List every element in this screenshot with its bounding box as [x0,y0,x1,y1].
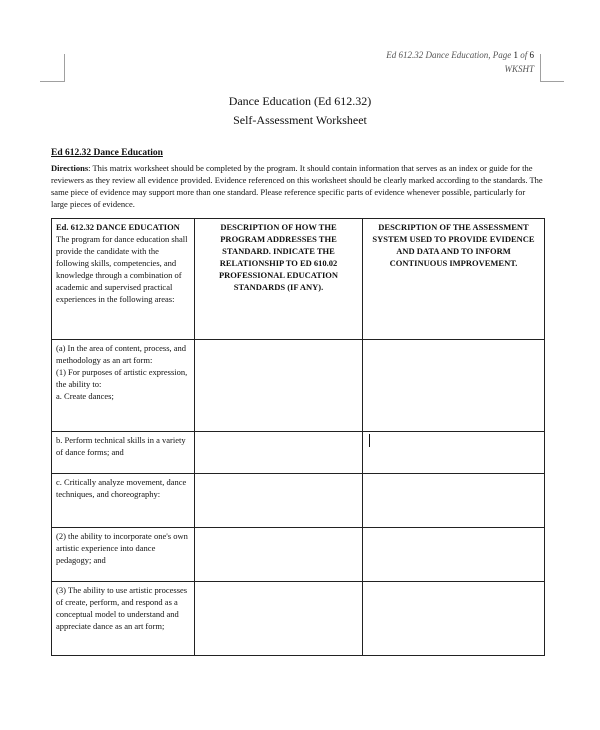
program-response-cell[interactable] [195,474,363,528]
assessment-response-cell[interactable] [363,432,545,474]
standard-cell: b. Perform technical skills in a variety of dance forms; and [52,432,195,474]
directions-paragraph [51,162,543,210]
section-heading: Ed 612.32 Dance Education [51,148,163,158]
column-header-title: Ed. 612.32 DANCE EDUCATION [56,222,180,232]
program-response-cell[interactable] [195,432,363,474]
column-header-body: The program for dance education shall provide the candidate with the following skills, competencies, and knowledge through a combination of academic and supervised practical experiences in the following areas: [56,234,188,304]
standard-cell: (2) the ability to incorporate one's own artistic experience into dance pedagogy; and [52,528,195,582]
page-total: 6 [529,50,534,60]
assessment-response-cell[interactable] [363,340,545,432]
assessment-response-cell[interactable] [363,474,545,528]
directions-label: Directions [51,163,89,173]
assessment-response-cell[interactable] [363,582,545,656]
page-corner-mark [540,81,564,82]
header-prefix: Ed 612.32 Dance Education, Page [386,50,514,60]
program-response-cell[interactable] [195,528,363,582]
program-response-cell[interactable] [195,582,363,656]
page-corner-mark [40,81,64,82]
page-header-line2: WKSHT [504,64,534,74]
page-header [334,48,534,76]
table-row [52,474,545,528]
program-response-cell[interactable] [195,340,363,432]
page-header-line1 [334,48,534,62]
document-title: Dance Education (Ed 612.32) [228,94,372,108]
assessment-response-cell[interactable] [363,528,545,582]
page-corner-mark [52,54,65,82]
table-header-row [52,219,545,340]
column-header-assessment-description: DESCRIPTION OF THE ASSESSMENT SYSTEM USED TO PROVIDE EVIDENCE AND DATA AND TO INFORM CONTINUOUS IMPROVEMENT. [363,219,545,340]
table-row [52,432,545,474]
directions-text: : This matrix worksheet should be completed by the program. It should contain information that serves as an index or guide for the reviewers as they review all evidence provided. Evidence referenced on this worksheet should be clearly marked according to the standards. The same piece of evidence may support more than one standard. Please reference specific parts of evidence whenever possible, particularly for large pieces of evidence. [51,163,543,209]
header-mid: of [517,50,530,60]
table-row [52,582,545,656]
page-corner-mark [540,54,553,82]
column-header-standard [52,219,195,340]
column-header-program-description: DESCRIPTION OF HOW THE PROGRAM ADDRESSES THE STANDARD. INDICATE THE RELATIONSHIP TO ED 610.02 PROFESSIONAL EDUCATION STANDARDS (IF ANY). [195,219,363,340]
table-row [52,340,545,432]
standard-cell: (a) In the area of content, process, and methodology as an art form: (1) For purposes of artistic expression, the ability to: a. Create dances; [52,340,195,432]
table-row [52,528,545,582]
standard-cell: (3) The ability to use artistic processes of create, perform, and respond as a conceptual model to understand and appreciate dance as an art form; [52,582,195,656]
text-cursor [369,434,370,447]
self-assessment-table [51,218,545,656]
standard-cell: c. Critically analyze movement, dance techniques, and choreography: [52,474,195,528]
document-subtitle: Self-Assessment Worksheet [233,113,367,127]
page-number: 1 [513,50,518,60]
